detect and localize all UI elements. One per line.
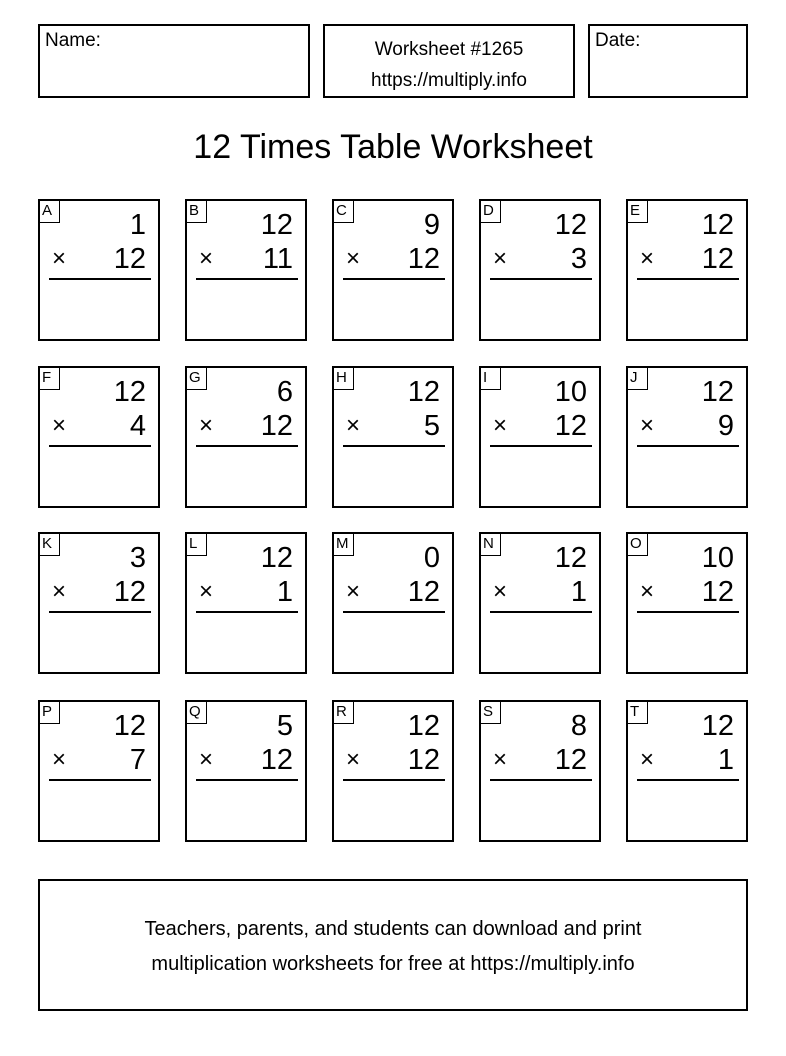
multiplier: 5 [423,410,440,442]
problem-label: O [628,534,648,556]
problem-label: J [628,368,648,390]
problem-label: H [334,368,354,390]
multiplicand: 0 [423,542,440,574]
multiplicand: 12 [260,209,293,241]
multiplier: 12 [407,744,440,776]
multiplicand: 6 [276,376,293,408]
answer-line [49,779,151,781]
multiplier: 3 [570,243,587,275]
times-sign: × [346,245,361,272]
answer-line [343,278,445,280]
problem-card[interactable] [479,199,601,341]
problem-card[interactable] [626,700,748,842]
times-sign: × [199,746,214,773]
problem-label: P [40,702,60,724]
worksheet-url: https://multiply.info [371,70,527,91]
answer-line [49,445,151,447]
multiplier: 11 [262,243,293,275]
problem-label: M [334,534,354,556]
problem-label: E [628,201,648,223]
multiplicand: 10 [554,376,587,408]
problem-label: D [481,201,501,223]
multiplicand: 1 [129,209,146,241]
problem-label: N [481,534,501,556]
multiplicand: 12 [554,209,587,241]
answer-line [343,445,445,447]
multiplier: 12 [407,243,440,275]
problem-card[interactable] [332,700,454,842]
page-title: 12 Times Table Worksheet [193,128,593,166]
problem-label: C [334,201,354,223]
multiplicand: 12 [113,376,146,408]
times-sign: × [640,746,655,773]
problem-card[interactable] [185,700,307,842]
times-sign: × [493,412,508,439]
times-sign: × [346,578,361,605]
multiplier: 12 [701,243,734,275]
worksheet-info-box [323,24,575,98]
date-label: Date: [595,30,641,51]
problem-label: L [187,534,207,556]
multiplicand: 5 [276,710,293,742]
multiplier: 12 [113,576,146,608]
problem-card[interactable] [185,532,307,674]
answer-line [49,611,151,613]
problem-card[interactable] [479,532,601,674]
multiplicand: 3 [129,542,146,574]
multiplicand: 8 [570,710,587,742]
problem-label: K [40,534,60,556]
multiplicand: 12 [701,710,734,742]
times-sign: × [346,746,361,773]
problem-card[interactable] [185,366,307,508]
problem-label: R [334,702,354,724]
multiplier: 1 [570,576,587,608]
answer-line [49,278,151,280]
problem-label: S [481,702,501,724]
multiplier: 12 [554,744,587,776]
times-sign: × [199,412,214,439]
times-sign: × [199,245,214,272]
problem-label: B [187,201,207,223]
times-sign: × [493,245,508,272]
name-label: Name: [45,30,101,51]
answer-line [490,611,592,613]
times-sign: × [493,578,508,605]
multiplier: 7 [129,744,146,776]
multiplier: 12 [260,744,293,776]
answer-line [637,779,739,781]
multiplicand: 12 [113,710,146,742]
multiplier: 12 [701,576,734,608]
answer-line [196,445,298,447]
problem-label: G [187,368,207,390]
times-sign: × [640,578,655,605]
answer-line [490,278,592,280]
multiplicand: 12 [407,376,440,408]
worksheet-number: Worksheet #1265 [374,39,524,60]
multiplier: 12 [113,243,146,275]
times-sign: × [52,412,67,439]
problem-card[interactable] [38,199,160,341]
problem-card[interactable] [626,199,748,341]
multiplicand: 12 [701,209,734,241]
multiplier: 1 [276,576,293,608]
answer-line [196,779,298,781]
multiplier: 9 [717,410,734,442]
multiplicand: 12 [260,542,293,574]
answer-line [343,779,445,781]
multiplier: 1 [717,744,734,776]
times-sign: × [52,746,67,773]
multiplicand: 12 [554,542,587,574]
problem-card[interactable] [38,532,160,674]
multiplier: 12 [260,410,293,442]
answer-line [196,278,298,280]
times-sign: × [52,578,67,605]
footer-box [38,879,748,1011]
problem-label: Q [187,702,207,724]
answer-line [343,611,445,613]
multiplicand: 12 [407,710,440,742]
multiplier: 4 [129,410,146,442]
problem-label: A [40,201,60,223]
problem-card[interactable] [38,366,160,508]
answer-line [637,278,739,280]
answer-line [490,779,592,781]
problem-card[interactable] [332,199,454,341]
problem-label: T [628,702,648,724]
multiplier: 12 [554,410,587,442]
answer-line [196,611,298,613]
times-sign: × [493,746,508,773]
problem-card[interactable] [185,199,307,341]
times-sign: × [640,245,655,272]
times-sign: × [640,412,655,439]
multiplicand: 9 [423,209,440,241]
answer-line [637,611,739,613]
problem-card[interactable] [479,366,601,508]
problem-card[interactable] [479,700,601,842]
footer-line-1: Teachers, parents, and students can download and print [144,918,642,940]
multiplier: 12 [407,576,440,608]
times-sign: × [199,578,214,605]
footer-line-2: multiplication worksheets for free at https://multiply.info [151,953,635,975]
problem-label: F [40,368,60,390]
problem-card[interactable] [626,366,748,508]
answer-line [637,445,739,447]
multiplicand: 10 [701,542,734,574]
problem-card[interactable] [332,366,454,508]
name-field[interactable] [38,24,310,98]
problem-card[interactable] [626,532,748,674]
times-sign: × [346,412,361,439]
answer-line [490,445,592,447]
times-sign: × [52,245,67,272]
multiplicand: 12 [701,376,734,408]
problem-card[interactable] [38,700,160,842]
problem-label: I [481,368,501,390]
problem-card[interactable] [332,532,454,674]
date-field[interactable] [588,24,748,98]
